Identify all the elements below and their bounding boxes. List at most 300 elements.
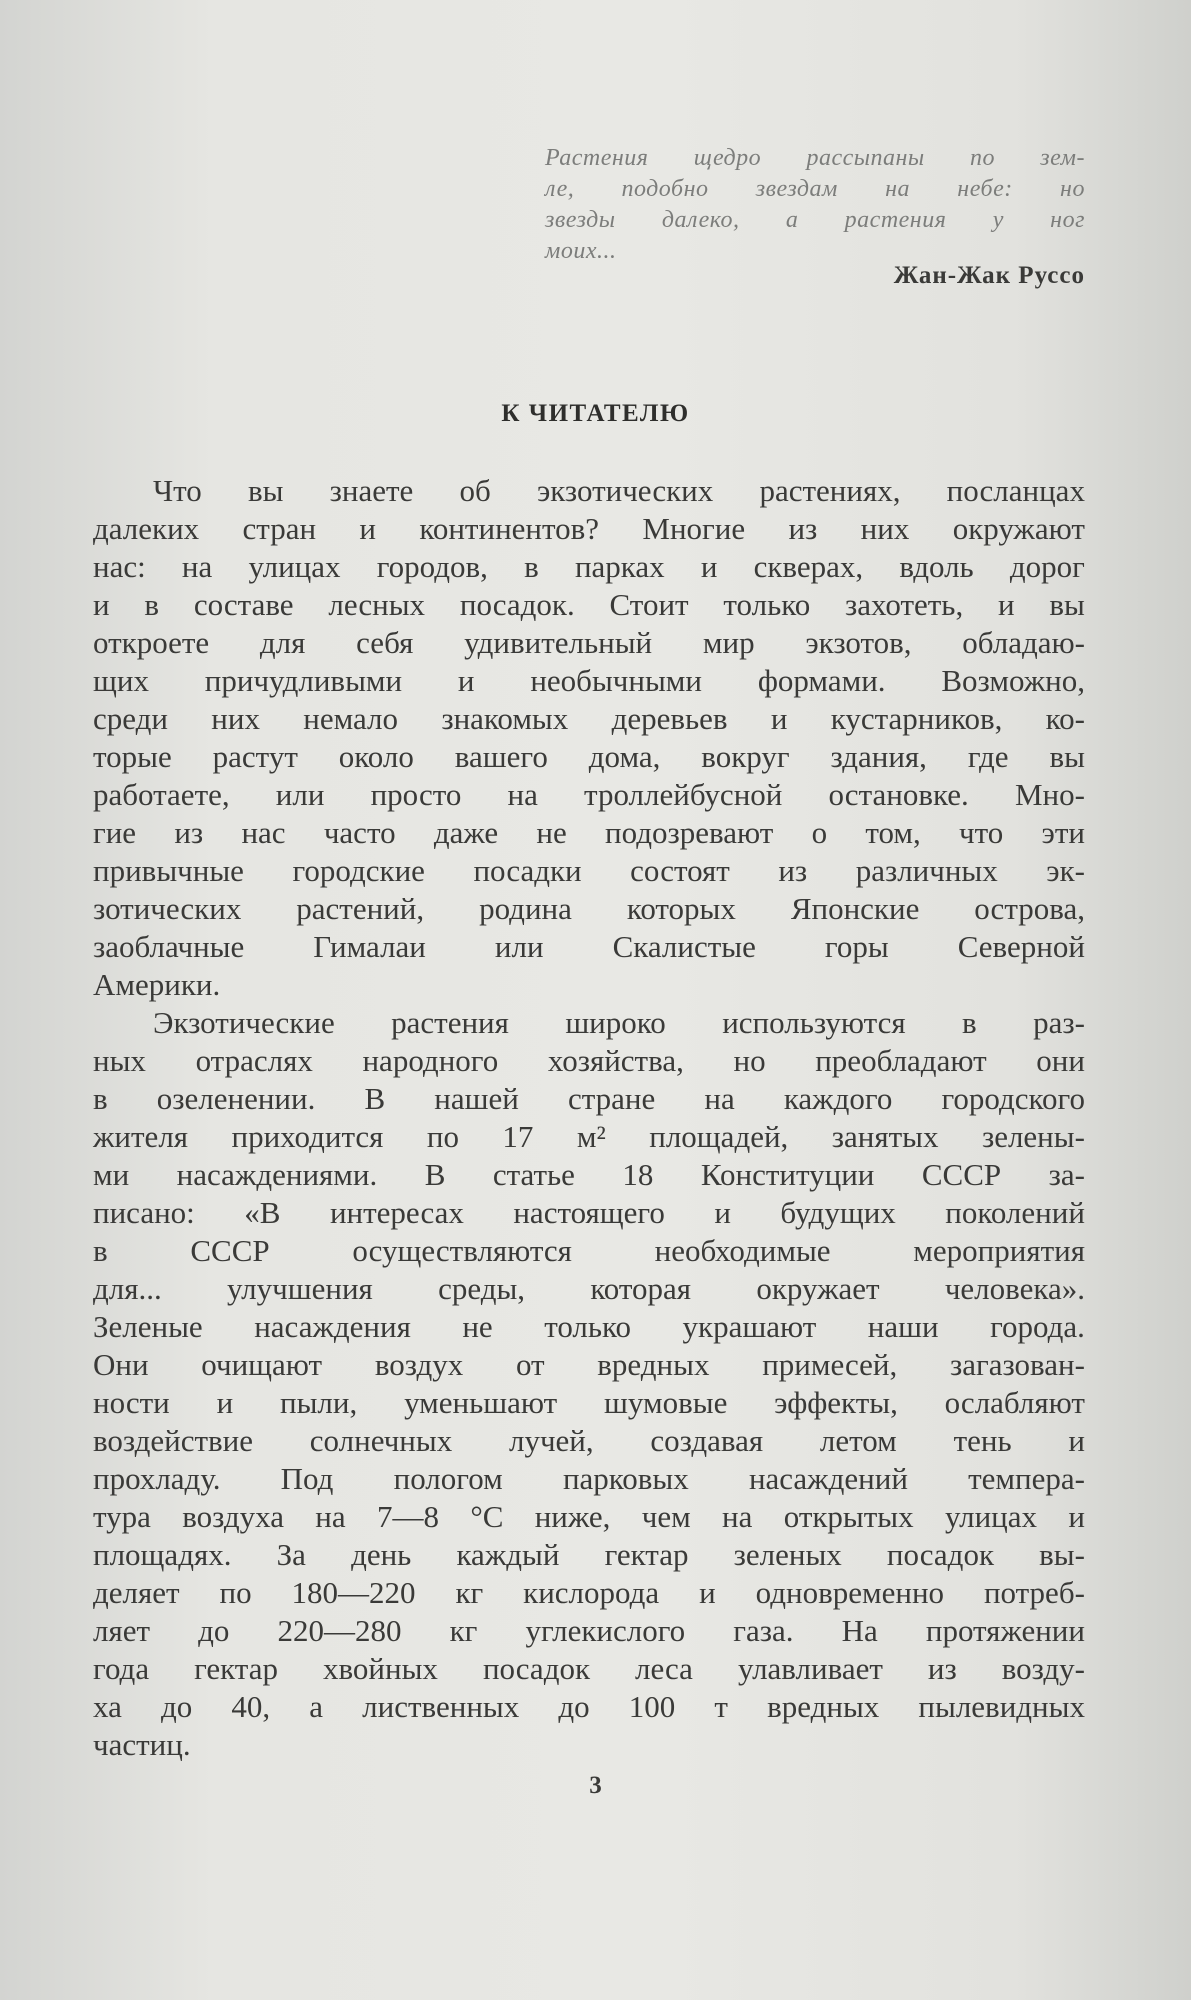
- word: необходимые: [654, 1233, 831, 1268]
- word: необычными: [530, 663, 702, 698]
- word: экзотических: [536, 473, 714, 508]
- word: насаждений: [748, 1461, 908, 1496]
- word: звезды: [545, 207, 616, 233]
- word: 180—220: [291, 1575, 416, 1610]
- word: до: [198, 1613, 230, 1648]
- word: которых: [626, 891, 736, 926]
- epigraph: [545, 143, 1085, 267]
- word: вдоль: [899, 549, 974, 584]
- word: растут: [212, 739, 298, 774]
- word: или: [494, 929, 544, 964]
- word: городские: [292, 853, 425, 888]
- word: ко-: [1045, 701, 1085, 736]
- word: них: [860, 511, 910, 546]
- word: скверах,: [753, 549, 864, 584]
- text-line: [93, 624, 1085, 662]
- word: и: [699, 1575, 716, 1610]
- word: будущих: [780, 1195, 896, 1230]
- word: на: [722, 1499, 753, 1534]
- word: ниже,: [534, 1499, 611, 1534]
- word: подобно: [621, 176, 709, 202]
- word: и: [1068, 1423, 1085, 1458]
- word: 7—8: [376, 1499, 439, 1534]
- word: заоблачные: [93, 929, 245, 964]
- word: звездам: [755, 176, 838, 202]
- text-line: [93, 1004, 1085, 1042]
- word: хвойных: [323, 1651, 438, 1686]
- word: площадях.: [93, 1537, 232, 1572]
- word: не: [536, 815, 567, 850]
- word: в: [962, 1005, 977, 1040]
- text-line: [93, 1650, 1085, 1688]
- word: Скалистые: [612, 929, 756, 964]
- text-line: [93, 586, 1085, 624]
- word: посадок: [886, 1537, 995, 1572]
- word: по: [969, 145, 995, 171]
- word: Возможно,: [941, 663, 1085, 698]
- word: на: [181, 549, 213, 584]
- text-line: [93, 776, 1085, 814]
- word: насаждениями.: [176, 1157, 378, 1192]
- word: различных: [855, 853, 998, 888]
- word: на: [315, 1499, 346, 1534]
- word: пылевидных: [918, 1689, 1085, 1724]
- word: приходится: [231, 1119, 384, 1154]
- word: даже: [433, 815, 499, 850]
- word: обладаю-: [962, 625, 1085, 660]
- word: захотеть,: [845, 587, 964, 622]
- word: остановке.: [828, 777, 969, 812]
- word: причудливыми: [204, 663, 403, 698]
- word: пыли,: [280, 1385, 358, 1420]
- word: или: [275, 777, 325, 812]
- word: окружает: [756, 1271, 880, 1306]
- text-line: [93, 852, 1085, 890]
- word: каждый: [456, 1537, 560, 1572]
- word: поколений: [945, 1195, 1085, 1230]
- word: статье: [492, 1157, 575, 1192]
- word: наши: [867, 1309, 939, 1344]
- word: на: [507, 777, 538, 812]
- word: рассыпаны: [806, 145, 925, 171]
- word: для: [259, 625, 306, 660]
- word: ног: [1050, 207, 1085, 233]
- word: и: [216, 1385, 234, 1420]
- word: тура: [93, 1499, 151, 1534]
- word: насаждения: [254, 1309, 411, 1344]
- word: Экзотические: [153, 1005, 335, 1040]
- text-line: частиц.: [93, 1727, 191, 1762]
- word: кислорода: [523, 1575, 660, 1610]
- word: троллейбусной: [584, 777, 783, 812]
- word: из: [788, 511, 818, 546]
- text-line: [93, 814, 1085, 852]
- word: зелены-: [981, 1119, 1085, 1154]
- word: углекислого: [525, 1613, 686, 1648]
- word: СССР: [921, 1157, 1002, 1192]
- word: а: [785, 207, 799, 233]
- word: в: [144, 587, 160, 622]
- word: состоят: [630, 853, 730, 888]
- word: зеленых: [733, 1537, 842, 1572]
- word: привычные: [93, 853, 244, 888]
- word: вы: [1049, 739, 1085, 774]
- word: пологом: [393, 1461, 503, 1496]
- word: окружают: [952, 511, 1085, 546]
- word: народного: [362, 1043, 499, 1078]
- word: вы-: [1039, 1537, 1085, 1572]
- word: просто: [370, 777, 462, 812]
- word: подозревают: [605, 815, 774, 850]
- word: года: [93, 1651, 150, 1686]
- word: вредных: [597, 1347, 710, 1382]
- word: формами.: [757, 663, 886, 698]
- word: и: [359, 511, 377, 546]
- word: торые: [93, 739, 172, 774]
- body-text: [93, 472, 1085, 1764]
- word: шумовые: [604, 1385, 728, 1420]
- word: загазован-: [950, 1347, 1085, 1382]
- word: вашего: [454, 739, 548, 774]
- word: родина: [479, 891, 572, 926]
- word: в: [524, 549, 539, 584]
- word: где: [967, 739, 1009, 774]
- word: Гималаи: [313, 929, 426, 964]
- word: За: [276, 1537, 306, 1572]
- word: нас:: [93, 549, 146, 584]
- word: площадей,: [649, 1119, 789, 1154]
- word: кг: [449, 1613, 478, 1648]
- word: и: [93, 587, 110, 622]
- word: улучшения: [227, 1271, 373, 1306]
- word: т: [714, 1689, 728, 1724]
- word: кустарников,: [830, 701, 1003, 736]
- word: Стоит: [609, 587, 689, 622]
- word: хозяйства,: [547, 1043, 684, 1078]
- word: себя: [356, 625, 414, 660]
- word: Мно-: [1014, 777, 1085, 812]
- word: острова,: [974, 891, 1085, 926]
- word: нас: [241, 815, 286, 850]
- word: темпера-: [968, 1461, 1085, 1496]
- word: Под: [280, 1461, 334, 1496]
- word: ха: [93, 1689, 122, 1724]
- word: На: [841, 1613, 878, 1648]
- word: вы: [247, 473, 284, 508]
- text-line: [93, 662, 1085, 700]
- word: °С: [470, 1499, 504, 1534]
- text-line: [93, 1232, 1085, 1270]
- word: улицах: [248, 549, 341, 584]
- word: далеко,: [661, 207, 740, 233]
- text-line: [93, 928, 1085, 966]
- word: жителя: [93, 1119, 189, 1154]
- word: воздух: [374, 1347, 464, 1382]
- word: интересах: [329, 1195, 464, 1230]
- word: стран: [242, 511, 317, 546]
- word: В: [364, 1081, 386, 1116]
- word: потреб-: [983, 1575, 1085, 1610]
- word: не: [462, 1309, 493, 1344]
- word: возду-: [1001, 1651, 1085, 1686]
- word: Зеленые: [93, 1309, 203, 1344]
- word: Многие: [642, 511, 746, 546]
- text-line: Америки.: [93, 967, 221, 1002]
- word: воздействие: [93, 1423, 254, 1458]
- word: щих: [93, 663, 149, 698]
- word: для...: [93, 1271, 162, 1306]
- word: Они: [93, 1347, 149, 1382]
- word: Северной: [957, 929, 1085, 964]
- text-line: моих...: [545, 238, 617, 264]
- word: города.: [990, 1309, 1085, 1344]
- word: занятых: [831, 1119, 939, 1154]
- word: газа.: [733, 1613, 794, 1648]
- word: и: [1068, 1499, 1085, 1534]
- word: которая: [590, 1271, 692, 1306]
- word: здания,: [830, 739, 927, 774]
- word: из: [778, 853, 808, 888]
- text-line: [545, 174, 1085, 205]
- word: каждого: [783, 1081, 893, 1116]
- word: но: [733, 1043, 766, 1078]
- word: отраслях: [195, 1043, 313, 1078]
- word: 17: [502, 1119, 534, 1154]
- word: ляет: [93, 1613, 151, 1648]
- text-line: [93, 1574, 1085, 1612]
- word: они: [1036, 1043, 1085, 1078]
- text-line: [93, 700, 1085, 738]
- word: составе: [193, 587, 294, 622]
- word: до: [160, 1689, 193, 1724]
- word: растений,: [296, 891, 425, 926]
- word: по: [426, 1119, 459, 1154]
- word: день: [351, 1537, 412, 1572]
- word: эк-: [1046, 853, 1085, 888]
- word: создавая: [650, 1423, 764, 1458]
- word: растения: [391, 1005, 509, 1040]
- word: мероприятия: [913, 1233, 1085, 1268]
- word: преобладают: [815, 1043, 987, 1078]
- text-line: [93, 1536, 1085, 1574]
- word: озеленении.: [156, 1081, 316, 1116]
- epigraph-author: Жан-Жак Руссо: [893, 262, 1085, 289]
- word: солнечных: [309, 1423, 453, 1458]
- word: 40,: [231, 1689, 271, 1724]
- word: только: [544, 1309, 632, 1344]
- word: из: [174, 815, 204, 850]
- text-line: [93, 890, 1085, 928]
- text-line: [93, 1498, 1085, 1536]
- word: широко: [565, 1005, 666, 1040]
- word: откроете: [93, 625, 210, 660]
- word: только: [723, 587, 811, 622]
- word: растениях,: [759, 473, 901, 508]
- word: примесей,: [762, 1347, 898, 1382]
- text-line: [93, 1346, 1085, 1384]
- word: чем: [641, 1499, 691, 1534]
- word: немало: [303, 701, 399, 736]
- word: гектар: [604, 1537, 689, 1572]
- word: горы: [824, 929, 889, 964]
- word: украшают: [682, 1309, 817, 1344]
- word: и: [700, 549, 718, 584]
- word: ми: [93, 1157, 130, 1192]
- word: 100: [628, 1689, 676, 1724]
- word: леса: [635, 1651, 693, 1686]
- word: у: [992, 207, 1004, 233]
- text-line: [93, 1612, 1085, 1650]
- word: на: [885, 176, 911, 202]
- word: стране: [567, 1081, 656, 1116]
- text-line: [545, 143, 1085, 174]
- word: протяжении: [925, 1613, 1085, 1648]
- word: удивительный: [464, 625, 653, 660]
- word: континентов?: [419, 511, 600, 546]
- word: посланцах: [946, 473, 1085, 508]
- text-line: [93, 1460, 1085, 1498]
- word: щедро: [693, 145, 762, 171]
- word: часто: [323, 815, 396, 850]
- word: вокруг: [701, 739, 790, 774]
- word: настоящего: [513, 1195, 665, 1230]
- word: уменьшают: [404, 1385, 558, 1420]
- text-line: [93, 1422, 1085, 1460]
- word: зотических: [93, 891, 242, 926]
- word: 18: [622, 1157, 654, 1192]
- word: дома,: [588, 739, 661, 774]
- word: и: [714, 1195, 731, 1230]
- text-line: [93, 510, 1085, 548]
- word: что: [959, 815, 1004, 850]
- word: среди: [93, 701, 168, 736]
- word: летом: [819, 1423, 897, 1458]
- word: открытых: [783, 1499, 914, 1534]
- word: тень: [953, 1423, 1012, 1458]
- word: от: [515, 1347, 545, 1382]
- word: парковых: [562, 1461, 689, 1496]
- word: но: [1060, 176, 1085, 202]
- page-number: 3: [589, 1772, 602, 1799]
- word: улавливает: [737, 1651, 883, 1686]
- word: улицах: [944, 1499, 1038, 1534]
- word: ослабляют: [944, 1385, 1085, 1420]
- word: городского: [941, 1081, 1085, 1116]
- word: Растения: [545, 145, 649, 171]
- word: лесных: [328, 587, 426, 622]
- word: парках: [574, 549, 665, 584]
- word: знакомых: [441, 701, 569, 736]
- text-line: [545, 205, 1085, 236]
- word: в: [93, 1081, 108, 1116]
- word: одновременно: [755, 1575, 945, 1610]
- word: о: [811, 815, 828, 850]
- word: и: [457, 663, 475, 698]
- word: Японские: [790, 891, 920, 926]
- word: прохладу.: [93, 1461, 221, 1496]
- word: Конституции: [700, 1157, 875, 1192]
- word: кг: [455, 1575, 484, 1610]
- word: знаете: [329, 473, 414, 508]
- word: раз-: [1033, 1005, 1085, 1040]
- text-line: [93, 1042, 1085, 1080]
- word: мир: [702, 625, 755, 660]
- word: зем-: [1040, 145, 1085, 171]
- word: лиственных: [362, 1689, 520, 1724]
- word: за-: [1048, 1157, 1085, 1192]
- text-line: [93, 1080, 1085, 1118]
- text-line: [93, 738, 1085, 776]
- word: ности: [93, 1385, 170, 1420]
- text-line: [93, 1384, 1085, 1422]
- word: деревьев: [611, 701, 728, 736]
- word: из: [927, 1651, 957, 1686]
- word: В: [424, 1157, 446, 1192]
- word: 220—280: [277, 1613, 402, 1648]
- word: посадки: [473, 853, 582, 888]
- word: по: [219, 1575, 252, 1610]
- word: на: [704, 1081, 735, 1116]
- text-line: [93, 1156, 1085, 1194]
- text-line: [93, 1118, 1085, 1156]
- word: ных: [93, 1043, 146, 1078]
- word: гие: [93, 815, 137, 850]
- text-line: [93, 1194, 1085, 1232]
- chapter-heading: К ЧИТАТЕЛЮ: [501, 400, 690, 427]
- word: дорог: [1009, 549, 1085, 584]
- word: писано:: [93, 1195, 195, 1230]
- word: об: [459, 473, 491, 508]
- word: используются: [722, 1005, 906, 1040]
- word: Что: [153, 473, 202, 508]
- word: воздуха: [182, 1499, 284, 1534]
- text-line: [93, 1270, 1085, 1308]
- word: растения: [844, 207, 947, 233]
- word: около: [338, 739, 414, 774]
- word: очищают: [201, 1347, 323, 1382]
- word: городов,: [376, 549, 488, 584]
- word: ле,: [545, 176, 575, 202]
- word: них: [211, 701, 260, 736]
- word: работаете,: [93, 777, 230, 812]
- word: в: [93, 1233, 108, 1268]
- word: лучей,: [508, 1423, 594, 1458]
- word: СССР: [190, 1233, 270, 1268]
- word: далеких: [93, 511, 200, 546]
- word: и: [998, 587, 1015, 622]
- word: эффекты,: [774, 1385, 898, 1420]
- word: посадок.: [459, 587, 575, 622]
- word: посадок: [482, 1651, 591, 1686]
- word: и: [770, 701, 788, 736]
- word: нашей: [434, 1081, 519, 1116]
- text-line: [93, 1688, 1085, 1726]
- word: небе:: [957, 176, 1013, 202]
- word: вы: [1049, 587, 1085, 622]
- word: том,: [865, 815, 921, 850]
- word: эти: [1041, 815, 1085, 850]
- word: «В: [244, 1195, 281, 1230]
- word: вредных: [767, 1689, 880, 1724]
- word: осуществляются: [352, 1233, 572, 1268]
- word: до: [558, 1689, 590, 1724]
- word: среды,: [438, 1271, 526, 1306]
- word: гектар: [194, 1651, 278, 1686]
- word: человека».: [944, 1271, 1085, 1306]
- text-line: [93, 1308, 1085, 1346]
- text-line: [93, 548, 1085, 586]
- word: м²: [576, 1119, 606, 1154]
